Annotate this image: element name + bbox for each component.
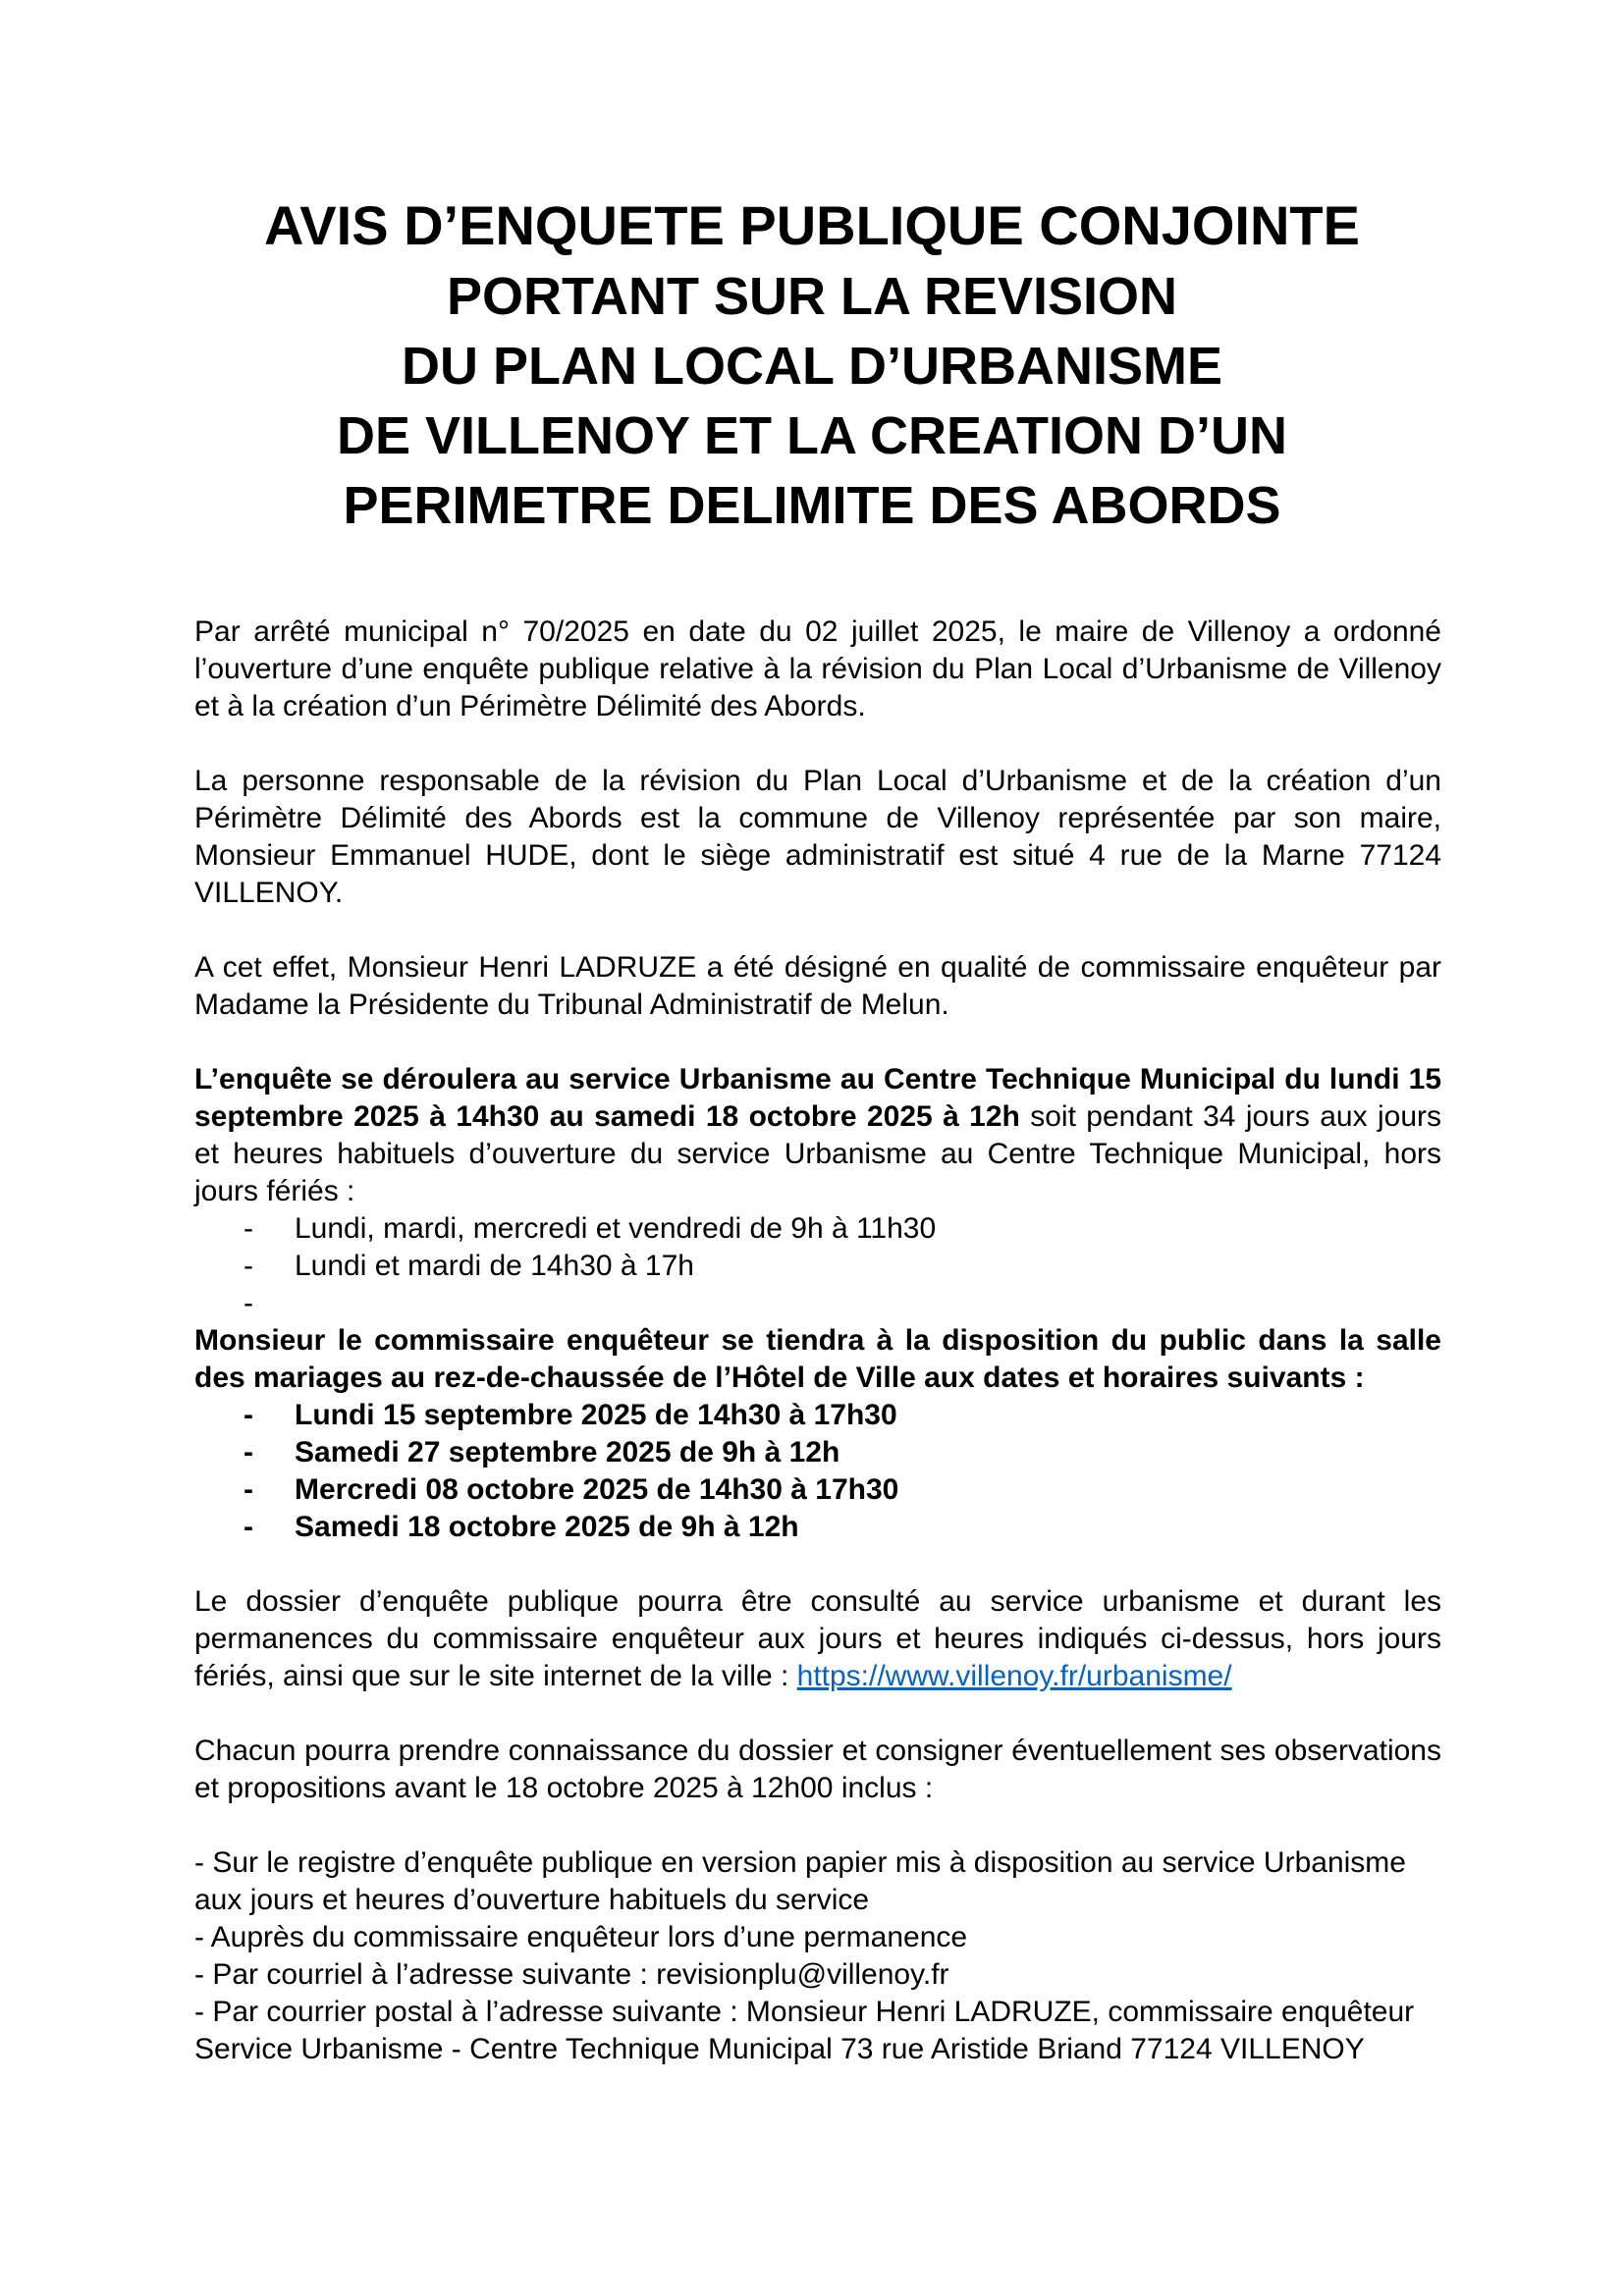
list-item <box>194 1210 1441 1248</box>
list-dash: - <box>244 1436 253 1468</box>
list-item <box>194 1397 1441 1434</box>
title-line-2: PORTANT SUR LA REVISION <box>446 267 1178 326</box>
title-line-1: AVIS D’ENQUETE PUBLIQUE CONJOINTE <box>264 194 1360 256</box>
paragraph-spacer <box>194 1695 1441 1733</box>
paragraph-commissaire: A cet effet, Monsieur Henri LADRUZE a été désigné en qualité de commissaire enquêteur par Madame la Présidente du Tribunal Administratif de Melun. <box>194 951 1441 1021</box>
paragraph-enquete-dates <box>194 1061 1441 1210</box>
list-item-text: Mercredi 08 octobre 2025 de 14h30 à 17h30 <box>295 1473 899 1506</box>
list-dash: - <box>244 1399 253 1431</box>
list-dash: - <box>244 1250 253 1282</box>
list-dash: - <box>244 1212 253 1245</box>
list-item-text: Samedi 18 octobre 2025 de 9h à 12h <box>295 1511 799 1543</box>
notice-title <box>0 194 1624 541</box>
list-item-text: Lundi et mardi de 14h30 à 17h <box>295 1250 694 1282</box>
paragraph-spacer <box>194 1546 1441 1583</box>
list-item <box>194 1509 1441 1546</box>
opening-hours-list <box>194 1210 1441 1322</box>
list-item-text: Lundi, mardi, mercredi et vendredi de 9h à 11h30 <box>295 1212 937 1245</box>
paragraph-permanences: Monsieur le commissaire enquêteur se tiendra à la disposition du public dans la salle des mariages au rez-de-chaussée de l’Hôtel de Ville aux dates et horaires suivants : <box>194 1324 1441 1394</box>
list-item-text: Lundi 15 septembre 2025 de 14h30 à 17h30 <box>295 1399 897 1431</box>
paragraph-observations: Chacun pourra prendre connaissance du dossier et consigner éventuellement ses observations et propositions avant le 18 octobre 2025 à 12h00 inclus : <box>194 1735 1441 1804</box>
paragraph-arrete: Par arrêté municipal n° 70/2025 en date du 02 juillet 2025, le maire de Villenoy a ordonné l’ouverture d’une enquête publique relative à la révision du Plan Local d’Urbanisme de Villenoy et à la création d’un Périmètre Délimité des Abords. <box>194 615 1441 722</box>
method-courrier: - Par courrier postal à l’adresse suivante : Monsieur Henri LADRUZE, commissaire enquêteur Service Urbanisme - Centre Technique Municipal 73 rue Aristide Briand 77124 VILLENOY <box>194 1996 1415 2065</box>
method-registre: - Sur le registre d’enquête publique en version papier mis à disposition au service Urbanisme aux jours et heures d’ouverture habituels du service <box>194 1846 1406 1916</box>
dossier-text: Le dossier d’enquête publique pourra être consulté au service urbanisme et durant les permanences du commissaire enquêteur aux jours et heures indiqués ci-dessus, hors jours fériés, ainsi que sur le site internet de la ville : <box>194 1585 1441 1692</box>
list-item <box>194 1434 1441 1471</box>
list-dash: - <box>244 1287 253 1319</box>
title-line-5: PERIMETRE DELIMITE DES ABORDS <box>343 476 1281 535</box>
title-line-4: DE VILLENOY ET LA CREATION D’UN <box>336 406 1288 465</box>
paragraph-spacer <box>194 912 1441 949</box>
enquete-dates-text: soit pendant 34 jours aux jours et heures habituels d’ouverture du service Urbanisme au Centre Technique Municipal, hors jours fériés : <box>194 1100 1441 1207</box>
paragraph-dossier <box>194 1583 1441 1695</box>
paragraph-spacer <box>194 1807 1441 1844</box>
list-item <box>194 1248 1441 1285</box>
permanences-list <box>194 1397 1441 1546</box>
method-courriel: - Par courriel à l’adresse suivante : revisionplu@villenoy.fr <box>194 1958 949 1991</box>
website-link[interactable]: https://www.villenoy.fr/urbanisme/ <box>796 1660 1232 1692</box>
title-line-3: DU PLAN LOCAL D’URBANISME <box>402 337 1222 396</box>
enquete-dates-bold: L’enquête se déroulera au service Urbanisme au Centre Technique Municipal du lundi 15 septembre 2025 à 14h30 au samedi 18 octobre 2025 à 12h <box>194 1063 1441 1133</box>
method-commissaire: - Auprès du commissaire enquêteur lors d’une permanence <box>194 1921 968 1953</box>
notice-body <box>194 614 1441 2068</box>
list-item <box>194 1471 1441 1509</box>
list-item-text: Samedi 27 septembre 2025 de 9h à 12h <box>295 1436 840 1468</box>
list-dash: - <box>244 1473 253 1506</box>
paragraph-spacer <box>194 725 1441 763</box>
paragraph-responsable: La personne responsable de la révision du Plan Local d’Urbanisme et de la création d’un Périmètre Délimité des Abords est la commune de Villenoy représentée par son maire, Monsieur Emmanuel HUDE, dont le siège administratif est situé 4 rue de la Marne 77124 VILLENOY. <box>194 765 1441 909</box>
paragraph-spacer <box>194 1024 1441 1061</box>
list-item <box>194 1285 1441 1322</box>
list-dash: - <box>244 1511 253 1543</box>
